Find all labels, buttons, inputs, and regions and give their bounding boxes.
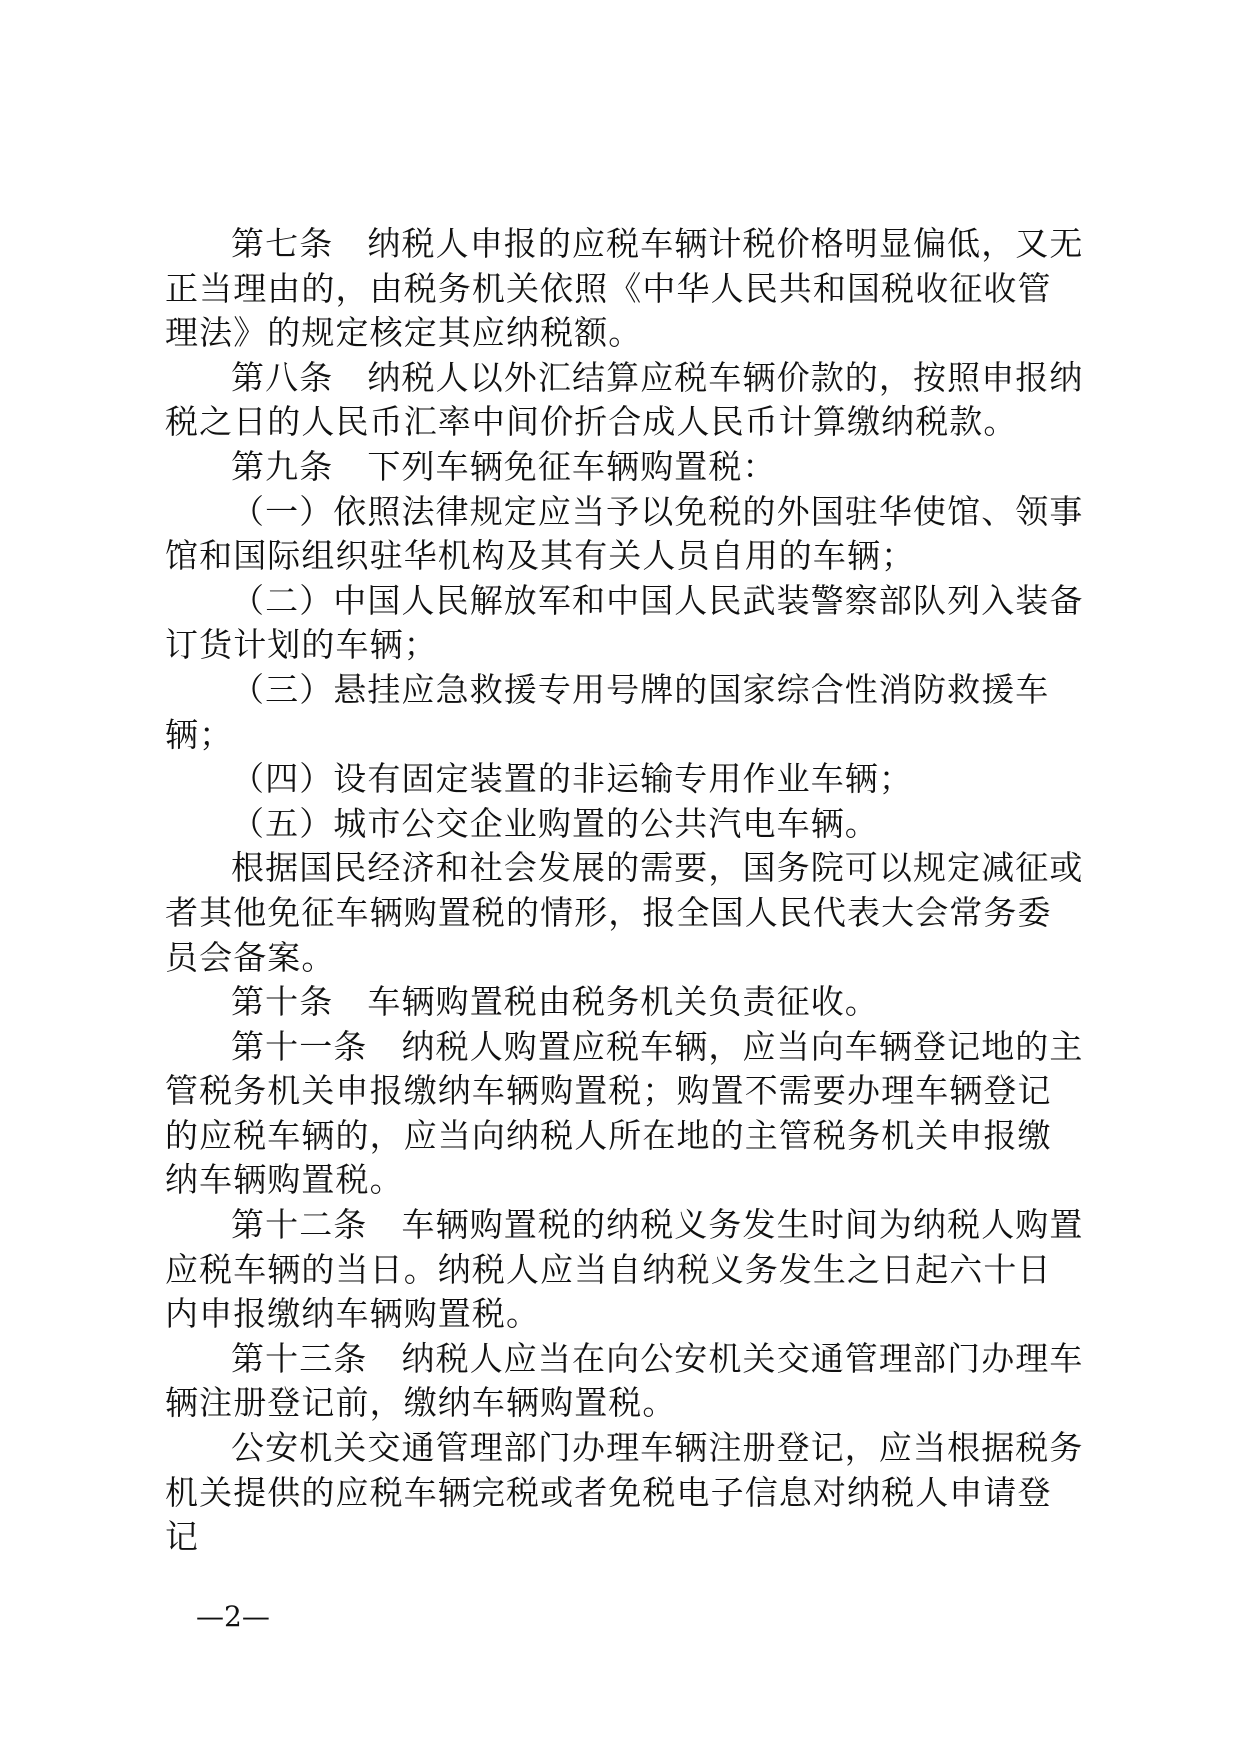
article-12-paragraph: 第十二条 车辆购置税的纳税义务发生时间为纳税人购置应税车辆的当日。纳税人应当自纳税义务发生之日起六十日内申报缴纳车辆购置税。 [165, 1205, 1084, 1334]
article-13-paragraph: 第十三条 纳税人应当在向公安机关交通管理部门办理车辆注册登记前，缴纳车辆购置税。 [165, 1338, 1084, 1423]
article-9-item-2: （二）中国人民解放军和中国人民武装警察部队列入装备订货计划的车辆； [165, 580, 1084, 665]
article-10-paragraph: 第十条 车辆购置税由税务机关负责征收。 [231, 982, 879, 1022]
article-11-paragraph: 第十一条 纳税人购置应税车辆，应当向车辆登记地的主管税务机关申报缴纳车辆购置税；购置不需要办理车辆登记的应税车辆的，应当向纳税人所在地的主管税务机关申报缴纳车辆购置税。 [165, 1026, 1084, 1200]
article-8-paragraph: 第八条 纳税人以外汇结算应税车辆价款的，按照申报纳税之日的人民币汇率中间价折合成人民币计算缴纳税款。 [165, 357, 1084, 442]
article-9-paragraph: 第九条 下列车辆免征车辆购置税： [231, 446, 777, 486]
page-number: —2— [196, 1600, 270, 1633]
article-9-item-1: （一）依照法律规定应当予以免税的外国驻华使馆、领事馆和国际组织驻华机构及其有关人员自用的车辆； [165, 491, 1084, 576]
article-9-item-4: （四）设有固定装置的非运输专用作业车辆； [231, 759, 913, 799]
article-7-paragraph: 第七条 纳税人申报的应税车辆计税价格明显偏低，又无正当理由的，由税务机关依照《中华人民共和国税收征收管理法》的规定核定其应纳税额。 [165, 224, 1084, 353]
article-9-item-5: （五）城市公交企业购置的公共汽电车辆。 [231, 803, 879, 843]
document-body [165, 222, 1085, 1560]
article-9-supplement-paragraph: 根据国民经济和社会发展的需要，国务院可以规定减征或者其他免征车辆购置税的情形，报全国人民代表大会常务委员会备案。 [165, 848, 1084, 977]
article-13-continued-paragraph: 公安机关交通管理部门办理车辆注册登记，应当根据税务机关提供的应税车辆完税或者免税电子信息对纳税人申请登记 [165, 1428, 1084, 1557]
article-9-item-3: （三）悬挂应急救援专用号牌的国家综合性消防救援车辆； [165, 669, 1050, 754]
